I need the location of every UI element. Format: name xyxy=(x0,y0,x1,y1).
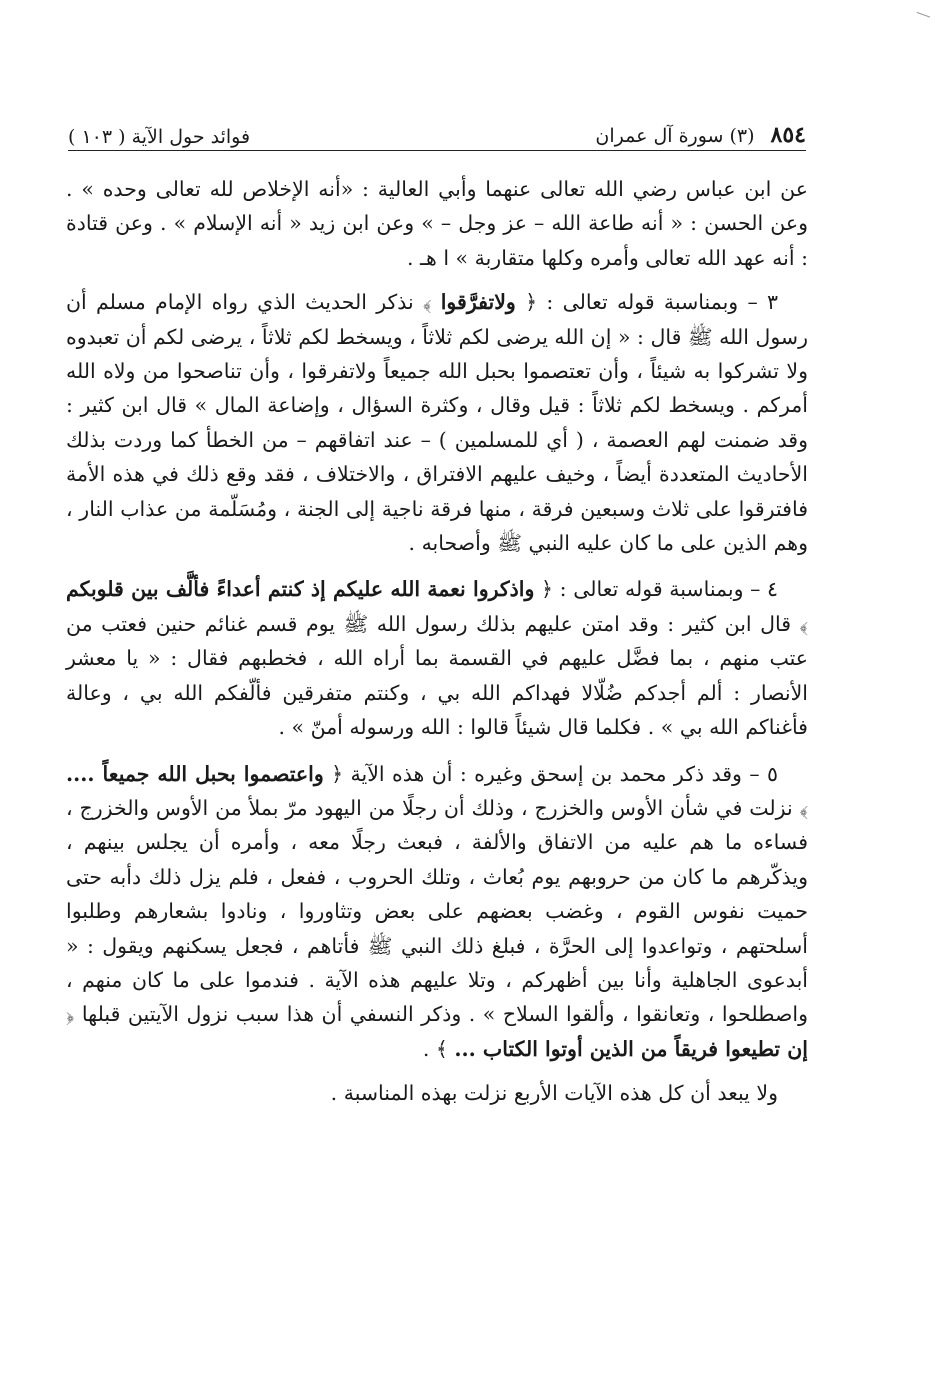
p4-body: ﴾ قال ابن كثير : وقد امتن عليهم بذلك رسول الله ﷺ يوم قسم غنائم حنين فعتب من عتب منهم ، بما فضَّل عليهم في القسمة بما أراه الله ، فخطبهم فقال : « يا معشر الأنصار : ألم أجدكم ضُلّالا فهداكم الله بي ، وكنتم متفرقين فألّفكم الله بي ، وعالة فأغناكم الله بي » . فكلما قال شيئاً قالوا : الله ورسوله أمنّ » . xyxy=(66,611,808,740)
p3-verse: ولاتفرَّقوا xyxy=(440,290,516,315)
p4-verse: واذكروا نعمة الله عليكم إذ كنتم أعداءً فألَّف بين قلوبكم xyxy=(66,577,535,602)
p4-intro: ٤ – وبمناسبة قوله تعالى : ﴿ xyxy=(534,577,778,602)
surah-title: (٣) سورة آل عمران xyxy=(595,125,755,147)
page-number: ٨٥٤ xyxy=(770,122,806,148)
p5-body: ﴾ نزلت في شأن الأوس والخزرج ، وذلك أن رجلًا من اليهود مرّ بملأ من الأوس والخزرج ، فساءه ما هم عليه من الاتفاق والألفة ، فبعث رجلًا معه ، وأمره أن يجلس بينهم ، ويذكّرهم ما كان من حروبهم يوم بُعاث ، وتلك الحروب ، ففعل ، فلم يزل ذلك دأبه حتى حميت نفوس القوم ، وغضب بعضهم على بعض وتثاوروا ، ونادوا بشعارهم وطلبوا أسلحتهم ، وتواعدوا إلى الحرَّة ، فبلغ ذلك النبي ﷺ فأتاهم ، فجعل يسكنهم ويقول : « أبدعوى الجاهلية وأنا بين أظهركم ، وتلا عليهم هذه الآية . فندموا على ما كان منهم ، واصطلحوا ، وتعانقوا ، وألقوا السلاح » . وذكر النسفي أن هذا سبب نزول الآيتين قبلها ﴿ xyxy=(66,795,808,1027)
header-right xyxy=(595,122,806,148)
paragraph-6: ولا يبعد أن كل هذه الآيات الأربع نزلت بهذه المناسبة . xyxy=(330,1081,778,1106)
p5-end: ﴾ . xyxy=(422,1036,455,1061)
p5-verse-2: إن تطيعوا فريقاً من الذين أوتوا الكتاب ... xyxy=(454,1036,808,1061)
paragraph-1: عن ابن عباس رضي الله تعالى عنهما وأبي العالية : «أنه الإخلاص لله تعالى وحده » . وعن الحسن : « أنه طاعة الله – عز وجل – » وعن ابن زيد « أنه الإسلام » . وعن قتادة : أنه عهد الله تعالى وأمره وكلها متقاربة » ا هـ . xyxy=(66,177,808,270)
p5-intro: ٥ – وقد ذكر محمد بن إسحق وغيره : أن هذه الآية ﴿ xyxy=(323,761,778,786)
running-header xyxy=(68,112,806,148)
paragraph-5 xyxy=(66,757,808,1067)
paragraph-4 xyxy=(66,572,808,744)
page-body xyxy=(66,172,808,1111)
topic-title: فوائد حول الآية ( ١٠٣ ) xyxy=(68,126,251,148)
p3-body: ﴾ نذكر الحديث الذي رواه الإمام مسلم أن رسول الله ﷺ قال : « إن الله يرضى لكم ثلاثاً ، ويسخط لكم ثلاثاً ، يرضى لكم أن تعبدوه ولا تشركوا به شيئاً ، وأن تعتصموا بحبل الله جميعاً ولاتفرقوا ، وأن تناصحوا من ولاه الله أمركم . ويسخط لكم ثلاثاً : قيل وقال ، وكثرة السؤال ، وإضاعة المال » قال ابن كثير : وقد ضمنت لهم العصمة ، ( أي للمسلمين ) – عند اتفاقهم – من الخطأ كما وردت بذلك الأحاديث المتعددة أيضاً ، وخيف عليهم الافتراق ، والاختلاف ، فقد وقع ذلك في هذه الأمة فافترقوا على ثلاث وسبعين فرقة ، منها فرقة ناجية إلى الجنة ، ومُسَلّمة من عذاب النار ، وهم الذين على ما كان عليه النبي ﷺ وأصحابه . xyxy=(66,290,808,556)
header-rule xyxy=(68,150,806,151)
p3-intro: ٣ – وبمناسبة قوله تعالى : ﴿ xyxy=(515,290,779,315)
p5-verse: واعتصموا بحبل الله جميعاً .... xyxy=(66,761,324,786)
scan-mark xyxy=(914,12,930,25)
paragraph-3 xyxy=(66,285,808,560)
